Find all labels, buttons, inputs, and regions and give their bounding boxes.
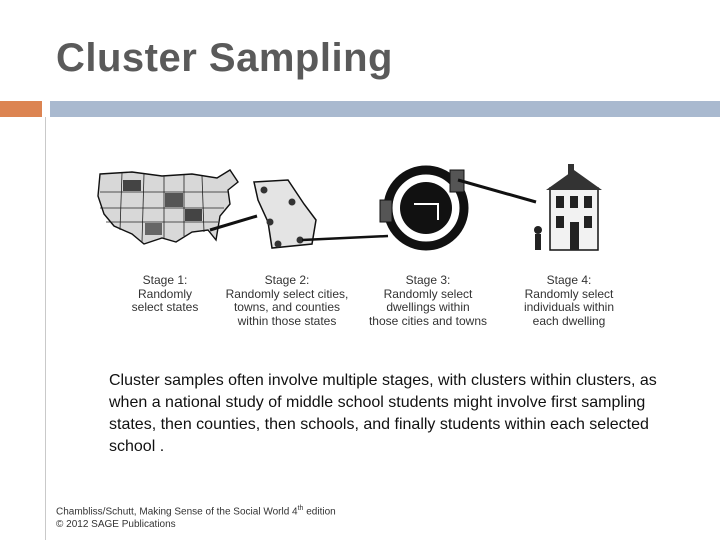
slide-body-text: Cluster samples often involve multiple stages, with clusters within clusters, as when a national study of middle school students might involve first sampling states, then counties, then schools, and finally students within each selected school . — [109, 372, 657, 455]
dwelling-icon — [534, 164, 602, 250]
citation-line1-end: edition — [303, 506, 336, 518]
stages-illustration — [92, 160, 652, 270]
cluster-sampling-figure — [92, 160, 652, 335]
stage-3-label: Stage 3: Randomly select dwellings within those cities and towns — [368, 273, 488, 328]
stage-1-label: Stage 1: Randomly select states — [131, 273, 199, 314]
citation-superscript: th — [297, 505, 304, 512]
accent-bar-orange — [0, 101, 42, 117]
left-divider-line — [45, 117, 46, 540]
citation-line1: Chambliss/Schutt, Making Sense of the Social World 4 — [56, 506, 298, 518]
citation — [56, 502, 336, 531]
state-map-icon — [254, 180, 316, 248]
citation-line2: © 2012 SAGE Publications — [56, 519, 176, 531]
city-dwellings-icon — [380, 170, 464, 246]
slide-title: Cluster Sampling — [56, 36, 393, 80]
stage-2-label: Stage 2: Randomly select cities, towns, and counties within those states — [225, 273, 349, 328]
us-map-icon — [98, 170, 238, 244]
stage-4-label: Stage 4: Randomly select individuals within each dwelling — [523, 273, 615, 328]
accent-bar-blue — [50, 101, 720, 117]
